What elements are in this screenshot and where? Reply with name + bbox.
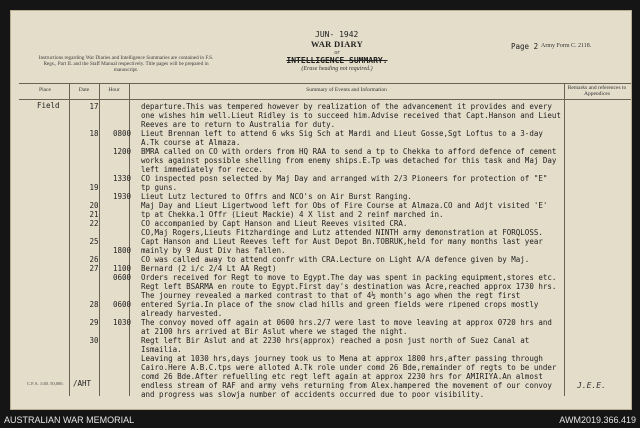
summary-line: left immediately for recce. xyxy=(141,165,263,174)
title-or: or xyxy=(334,50,340,56)
diary-month: JUN- 1942 xyxy=(315,30,359,39)
summary-line: Ismailia. xyxy=(141,345,182,354)
summary-line: Orders received for Regt to move to Egypt.The day was spent in packing equipment,stores etc. xyxy=(141,273,557,282)
summary-line: Bernard (2 i/c 2/4 Lt AA Regt) xyxy=(141,264,277,273)
page-title: WAR DIARY xyxy=(310,39,364,49)
archive-id: AWM2019.366.419 xyxy=(559,415,636,425)
summary-line: The convoy moved off again at 0600 hrs.2/7 were last to move leaving at approx 0720 hrs and xyxy=(141,318,552,327)
col-place: Place xyxy=(39,87,51,93)
entry-date: 26 xyxy=(89,255,99,264)
entry-hour: 0600 xyxy=(112,273,132,282)
summary-line: Lieut Lutz lectured to Offrs and NCO's on Air Burst Ranging. xyxy=(141,192,412,201)
col-hour: Hour xyxy=(108,87,120,93)
table-top-rule xyxy=(19,83,631,84)
erase-note: (Erase heading not required.) xyxy=(301,66,373,72)
entry-hour: 1030 xyxy=(112,318,132,327)
entry-date: 22 xyxy=(89,219,99,228)
summary-line: mainly by 9 Aust Div has fallen. xyxy=(141,246,286,255)
summary-line: already harvested. xyxy=(141,309,223,318)
print-code: C.F.A. 1/40. 50,000. xyxy=(27,381,64,386)
col-summary: Summary of Events and Information xyxy=(306,87,387,93)
col-date: Date xyxy=(78,87,90,93)
entry-date: 27 xyxy=(89,264,99,273)
summary-line: at 2100 hrs arrived at Bir Aslut where we staged the night. xyxy=(141,327,408,336)
entry-hour: 1330 xyxy=(112,174,132,183)
typist-code: /AHT xyxy=(73,379,92,388)
summary-line: one wishes him well.Lieut Ridley is to succeed him.Advise received that Capt.Hanson and Lieut xyxy=(141,111,561,120)
intel-summary-heading: INTELLIGENCE SUMMARY. xyxy=(286,56,388,65)
war-diary-page xyxy=(10,10,632,410)
summary-line: departure.This was tempered however by realization of the advancement it provides and every xyxy=(141,102,552,111)
entry-date: 19 xyxy=(89,183,99,192)
entry-hour: 1200 xyxy=(112,147,132,156)
entry-hour: 1930 xyxy=(112,192,132,201)
col-remarks: Remarks and references to Appendices xyxy=(567,85,627,97)
summary-line: Maj Day and Lieut Ligertwood left for Obs of Fire Course at Almaza.CO and Adjt visited 'E' xyxy=(141,201,548,210)
instructions-note: Instructions regarding War Diaries and Intelligence Summaries are contained in F.S. Regs., Part II. and the Staff Manual respectively. Title pages will be prepared in manuscript. xyxy=(38,55,214,73)
summary-line: Capt Hanson and Lieut Reeves left for Aust Depot Bn.TOBRUK,held for many months last year xyxy=(141,237,543,246)
entry-hour: 0600 xyxy=(112,300,132,309)
entry-date: 21 xyxy=(89,210,99,219)
summary-line: and progress was slowja number of accidents occurred due to poor visibility. xyxy=(141,390,485,399)
summary-line: works against possible shelling from enemy ships.E.Tp was detached for this task and Maj Day xyxy=(141,156,557,165)
summary-line: Lieut Brennan left to attend 6 wks Sig Sch at Mardi and Lieut Gosse,Sgt Loftus to a 3-day xyxy=(141,129,543,138)
summary-line: CO was called away to attend confr with CRA.Lecture on Light A/A defence given by Maj. xyxy=(141,255,530,264)
table-header-rule xyxy=(19,99,631,100)
summary-line: Reeves are to return to Australia for duty. xyxy=(141,120,336,129)
entry-date: 30 xyxy=(89,336,99,345)
summary-line: BMRA called on CO with orders from HQ RAA to send a tp to Chekka to afford defence of cement xyxy=(141,147,557,156)
entry-date: 17 xyxy=(89,102,99,111)
summary-line: tp at Chekka.1 Offr (Lieut Mackie) 4 X list and 2 reinf marched in. xyxy=(141,210,444,219)
entry-date: 25 xyxy=(89,237,99,246)
archive-caption-bar xyxy=(0,414,640,428)
entry-hour: 1100 xyxy=(112,264,132,273)
summary-line: Regt left BSARMA en route to Egypt.First day's destination was Acre,reached approx 1730 hrs. xyxy=(141,282,557,291)
army-form-label: Army Form C. 2118. xyxy=(541,43,592,49)
summary-line: CO,Maj Rogers,Lieuts Fitzhardinge and Lutz attended NINTH army demonstration at FORQLOSS. xyxy=(141,228,543,237)
officer-initials: J.E.E. xyxy=(577,381,606,390)
summary-line: The journey revealed a marked contrast to that of 4½ month's ago when the regt first xyxy=(141,291,521,300)
entry-date: 28 xyxy=(89,300,99,309)
summary-line: entered Syria.In place of the snow clad hills and green fields were ripened crops mostly xyxy=(141,300,539,309)
page-number: Page 2 xyxy=(511,42,539,51)
place-field: Field xyxy=(37,101,60,110)
summary-line: Cairo.Here A.B.C.tps were alloted A.Tk role under comd 26 Bde,remainder of regts to be under xyxy=(141,363,557,372)
entry-date: 20 xyxy=(89,201,99,210)
entry-hour: 0800 xyxy=(112,129,132,138)
summary-line: comd 26 Bde.After refuelling etc regt left again at approx 2230 hrs for AMIRIYA.An almost xyxy=(141,372,543,381)
summary-line: CO accompanied by Capt Hanson and Lieut Reeves visited CRA. xyxy=(141,219,408,228)
entry-hour: 1800 xyxy=(112,246,132,255)
summary-line: A.Tk course at Almaza. xyxy=(141,138,241,147)
summary-line: Regt left Bir Aslut and at 2230 hrs(approx) reached a posn just north of Suez Canal at xyxy=(141,336,530,345)
summary-line: Leaving at 1030 hrs,days journey took us to Mena at approx 1800 hrs,after passing through xyxy=(141,354,543,363)
summary-line: CO inspected posn selected by Maj Day and arranged with 2/3 Pioneers for protection of "E" xyxy=(141,174,548,183)
archive-name: AUSTRALIAN WAR MEMORIAL xyxy=(4,415,135,425)
entry-date: 18 xyxy=(89,129,99,138)
summary-line: endless stream of RAF and army vehs returning from Alex.hampered the movement of our convoy xyxy=(141,381,552,390)
entry-date: 29 xyxy=(89,318,99,327)
summary-line: tp guns. xyxy=(141,183,178,192)
column-divider xyxy=(69,83,70,396)
